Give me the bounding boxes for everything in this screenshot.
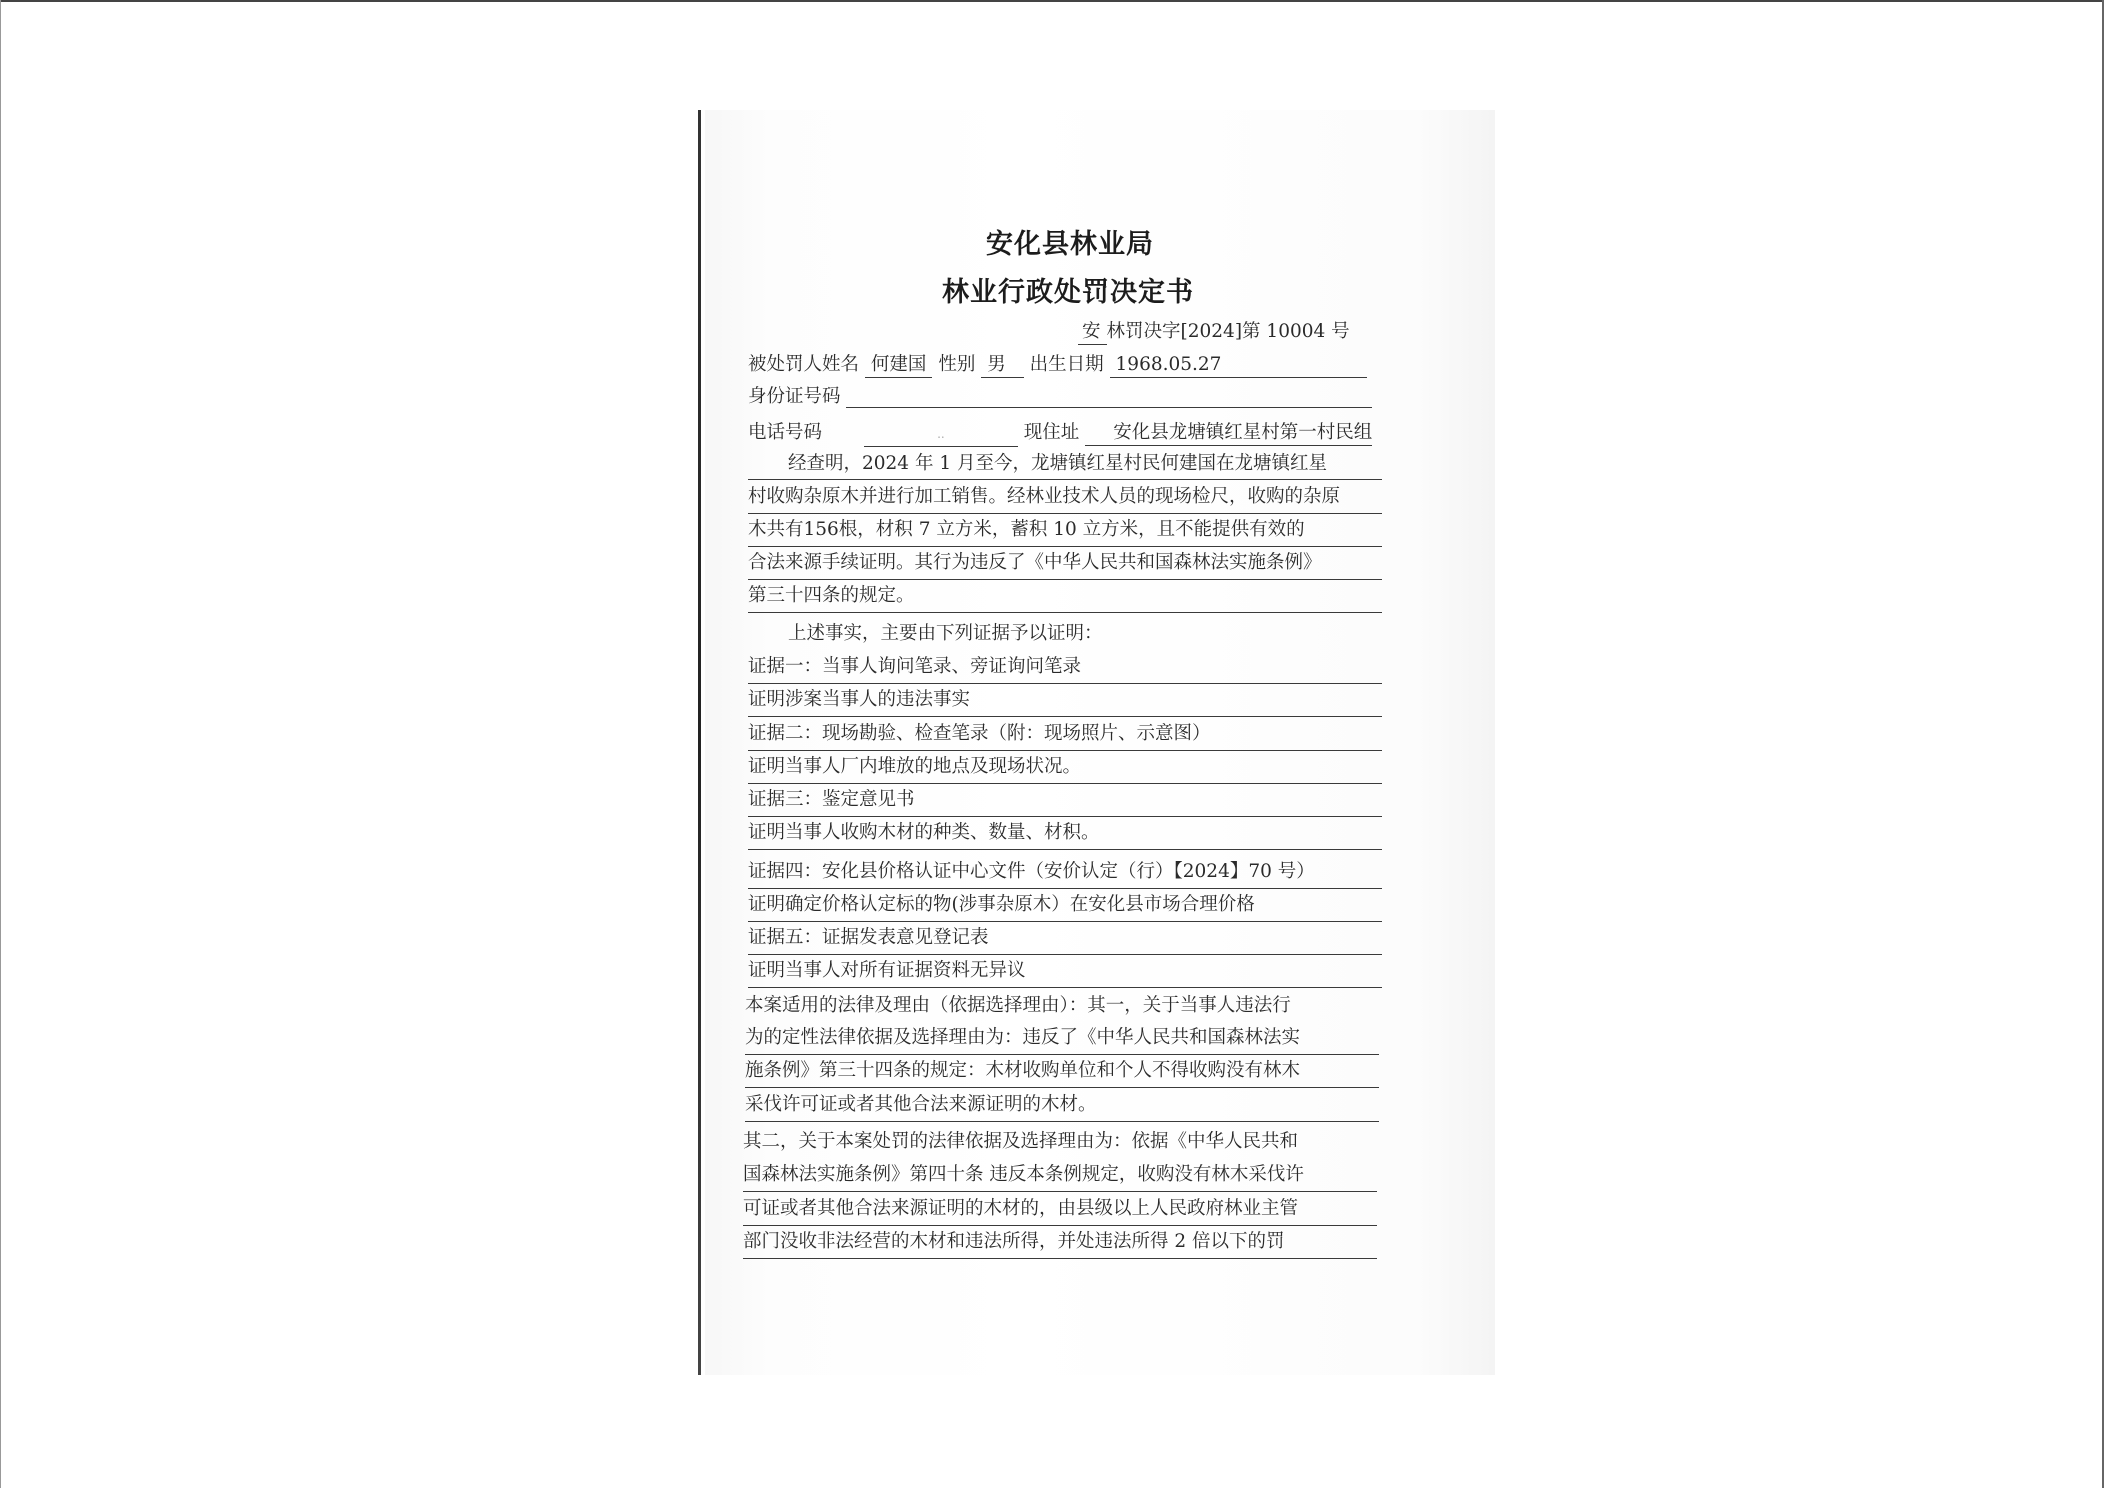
party-row-2 (748, 382, 1372, 408)
party-row-3 (748, 418, 1372, 447)
evidence-4-proof: 证明确定价格认定标的物(涉事杂原木）在安化县市场合理价格 (748, 891, 1382, 922)
evidence-1 (748, 653, 1382, 684)
evidence-3-label: 证据三： (748, 789, 823, 810)
evidence-5-text: 证据发表意见登记表 (822, 927, 989, 948)
birth-label: 出生日期 (1029, 354, 1104, 375)
id-label: 身份证号码 (748, 386, 841, 407)
evidence-5-label: 证据五： (748, 927, 823, 948)
evidence-5 (748, 924, 1382, 955)
address-label: 现住址 (1023, 422, 1080, 443)
party-birth: 1968.05.27 (1110, 353, 1368, 378)
document-number (1078, 317, 1350, 345)
doc-prefix: 安 (1078, 320, 1107, 345)
id-number-blank (846, 385, 1372, 408)
evidence-2-text: 现场勘验、检查笔录（附：现场照片、示意图） (822, 723, 1211, 744)
evidence-4-text: 安化县价格认证中心文件（安价认定（行）【2024】70 号） (822, 861, 1315, 882)
page-fold-line (698, 110, 701, 1375)
party-name: 何建国 (865, 353, 933, 378)
law-line-8: 部门没收非法经营的木材和违法所得，并处违法所得 2 倍以下的罚 (743, 1228, 1377, 1259)
org-title: 安化县林业局 (986, 229, 1154, 260)
phone-mark: .. (937, 427, 945, 441)
evidence-3-text: 鉴定意见书 (822, 789, 915, 810)
law-line-6: 国森林法实施条例》第四十条 违反本条例规定，收购没有林木采伐许 (743, 1161, 1377, 1192)
evidence-4-label: 证据四： (748, 861, 823, 882)
evidence-2 (748, 720, 1382, 751)
doc-suffix: ]第 10004 号 (1234, 321, 1350, 342)
doc-mid: 林罚决字[ (1106, 321, 1188, 342)
law-line-4: 采伐许可证或者其他合法来源证明的木材。 (745, 1091, 1379, 1122)
document-title: 林业行政处罚决定书 (942, 277, 1194, 308)
evidence-intro: 上述事实，主要由下列证据予以证明： (788, 623, 1103, 644)
evidence-2-proof: 证明当事人厂内堆放的地点及现场状况。 (748, 753, 1382, 784)
law-line-7: 可证或者其他合法来源证明的木材的，由县级以上人民政府林业主管 (743, 1195, 1377, 1226)
party-gender: 男 (981, 353, 1024, 378)
facts-line-1: 经查明，2024 年 1 月至今，龙塘镇红星村民何建国在龙塘镇红星 (748, 450, 1382, 480)
phone-label: 电话号码 (748, 422, 823, 443)
evidence-1-label: 证据一： (748, 656, 823, 677)
evidence-4 (748, 858, 1382, 889)
evidence-5-proof: 证明当事人对所有证据资料无异议 (748, 957, 1382, 988)
evidence-1-text: 当事人询问笔录、旁证询问笔录 (822, 656, 1082, 677)
evidence-3 (748, 786, 1382, 817)
evidence-2-label: 证据二： (748, 723, 823, 744)
facts-line-3: 木共有156根，材积 7 立方米，蓄积 10 立方米，且不能提供有效的 (748, 516, 1382, 547)
facts-line-5: 第三十四条的规定。 (748, 582, 1382, 613)
party-row-1 (748, 350, 1367, 378)
name-label: 被处罚人姓名 (748, 354, 860, 375)
party-address: 安化县龙塘镇红星村第一村民组 (1085, 421, 1372, 446)
law-line-1: 本案适用的法律及理由（依据选择理由）：其一，关于当事人违法行 (745, 995, 1291, 1016)
facts-line-2: 村收购杂原木并进行加工销售。经林业技术人员的现场检尺，收购的杂原 (748, 483, 1382, 514)
gender-label: 性别 (938, 354, 976, 375)
evidence-3-proof: 证明当事人收购木材的种类、数量、材积。 (748, 819, 1382, 850)
frame-top-edge (0, 0, 2104, 2)
doc-year: 2024 (1187, 321, 1235, 342)
evidence-1-proof: 证明涉案当事人的违法事实 (748, 686, 1382, 717)
law-line-5: 其二，关于本案处罚的法律依据及选择理由为：依据《中华人民共和 (743, 1131, 1299, 1152)
facts-line-4: 合法来源手续证明。其行为违反了《中华人民共和国森林法实施条例》 (748, 549, 1382, 580)
law-line-3: 施条例》第三十四条的规定：木材收购单位和个人不得收购没有林木 (745, 1057, 1379, 1088)
phone-blank (864, 421, 1018, 447)
frame-left-edge (0, 0, 1, 1488)
law-line-2: 为的定性法律依据及选择理由为：违反了《中华人民共和国森林法实 (745, 1024, 1379, 1055)
